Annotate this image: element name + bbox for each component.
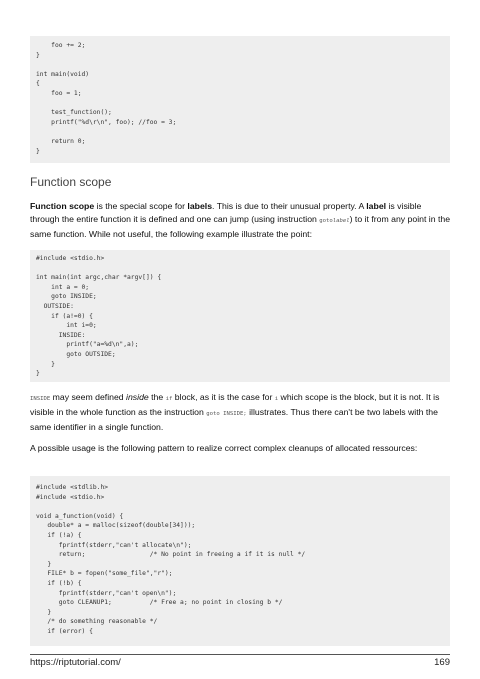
inline-code-goto-inside: goto INSIDE; (206, 411, 247, 418)
function-scope-term: Function scope (30, 201, 95, 211)
inline-code-if: if (165, 396, 173, 402)
footer-divider (30, 654, 450, 655)
inline-code-goto: gotolabel (319, 218, 350, 225)
code-block-main-function: foo += 2; } int main(void) { foo = 1; test_function(); printf("%d\r\n", foo); //foo = 3; return 0; } (30, 36, 450, 163)
function-scope-paragraph: Function scope is the special scope for labels. This is due to their unusual property. A label is visible through the entire function it is defined and one can jump (using instruction gotolabel) to it from any point in the same function. While not useful, the following example illustrate the point: (30, 201, 451, 240)
label-term: label (366, 201, 387, 211)
page-number: 169 (434, 657, 450, 668)
inline-code-inside: INSIDE (30, 396, 51, 402)
inside-label-paragraph: INSIDE may seem defined inside the if block, as it is the case for i which scope is the block, but it is not. It is visible in the whole function as the instruction goto INSIDE; illustrates. Thus there can't be two labels with the same identifier in a single function. (30, 392, 440, 433)
code-block-cleanup-pattern: #include <stdlib.h> #include <stdio.h> void a_function(void) { double* a = malloc(sizeof(double[34])); if (!a) { fprintf(stderr,"can't allocate\n"); return; /* No point in freeing a if it is null */ } FILE* b = fopen("some_file","r"); if (!b) { fprintf(stderr,"can't open\n"); goto CLEANUP1; /* Free a; no point in closing b */ } /* do something reasonable */ if (error) { (30, 476, 450, 646)
footer-url-link[interactable]: https://riptutorial.com/ (30, 657, 121, 668)
section-title: Function scope (30, 175, 112, 189)
code-block-label-example: #include <stdio.h> int main(int argc,char *argv[]) { int a = 0; goto INSIDE; OUTSIDE: if (a!=0) { int i=0; INSIDE: printf("a=%d\n",a); goto OUTSIDE; } } (30, 250, 450, 382)
labels-term: labels (187, 201, 213, 211)
inline-code-i: i (274, 396, 279, 402)
cleanup-paragraph: A possible usage is the following pattern to realize correct complex cleanups of allocated ressources: (30, 443, 418, 453)
